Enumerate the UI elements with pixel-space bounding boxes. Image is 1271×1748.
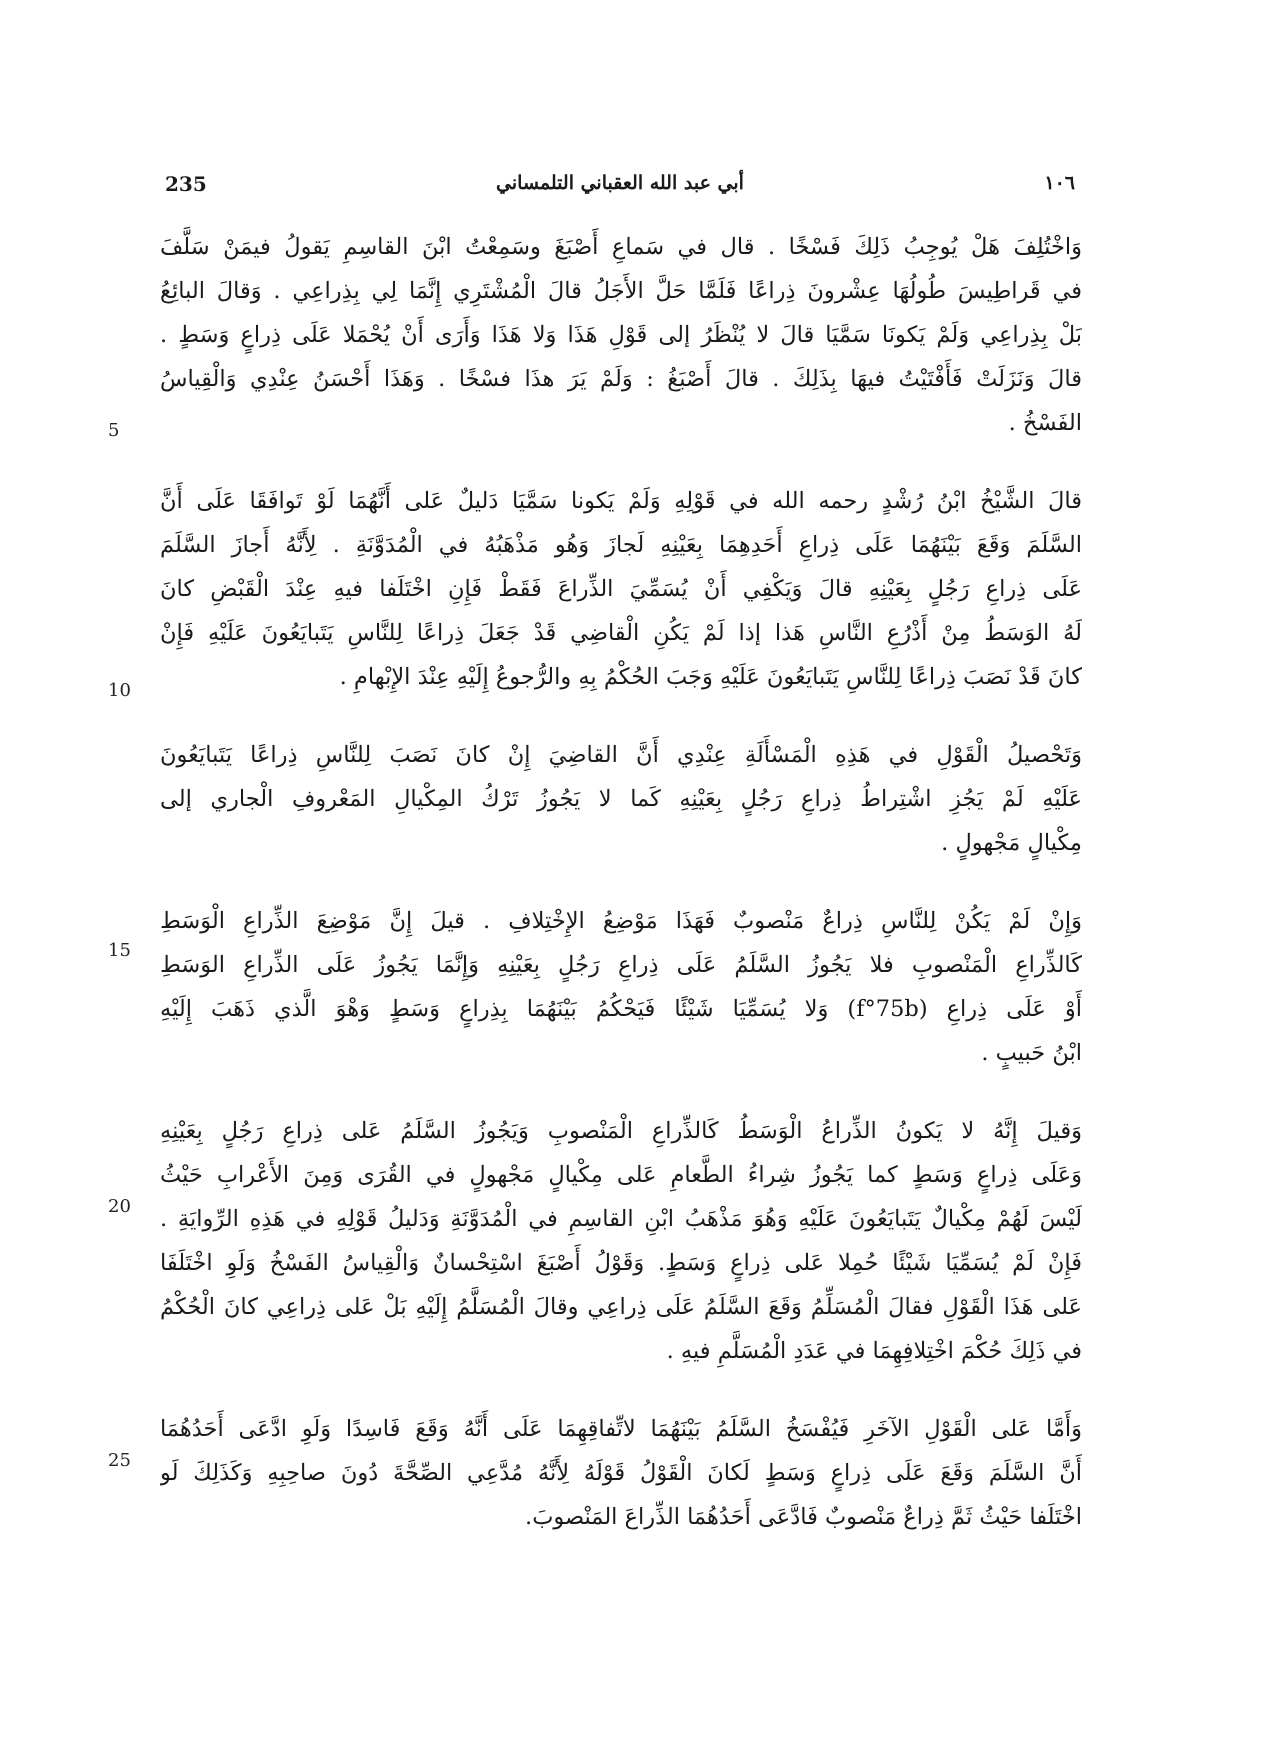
text-line: أَنَّ السَّلَمَ وَقَعَ عَلَى ذِراعٍ وَسَطٍ لَكانَ الْقَوْلُ قَوْلَهُ لِأَنَّهُ مُدَّعِي الصِّحَّةَ دُونَ صاحِبِهِ وَكَذَلِكَ لَو <box>160 1460 1082 1486</box>
text-line: فَإِنْ لَمْ يُسَمِّيَا شَيْئًا حُمِلا عَلى ذِراعٍ وَسَطٍ. وَقَوْلُ أَصْبَغَ اسْتِحْسانٌ وَالْقِياسُ الفَسْخُ وَلَوِ اخْتَلَفَا <box>160 1250 1082 1276</box>
line-number-25: 25 <box>108 1450 131 1471</box>
paragraph-6 <box>160 1407 1082 1539</box>
line-number-5: 5 <box>108 420 120 441</box>
text-line: الفَسْخُ . <box>1008 410 1082 436</box>
paragraph-1 <box>160 225 1082 445</box>
text-line: وَاخْتُلِفَ هَلْ يُوجِبُ ذَلِكَ فَسْخًا . قال في سَماعِ أَصْبَغَ وسَمِعْتُ ابْنَ القاسِمِ يَقولُ فيمَنْ سَلَّفَ <box>160 234 1082 260</box>
text-line: لَهُ الوَسَطُ مِنْ أَذْرُعِ النَّاسِ هَذا إذا لَمْ يَكُنِ الْقاضِي قَدْ جَعَلَ ذِراعًا لِلنَّاسِ يَتَبايَعُونَ عَلَيْهِ فَإِنْ <box>160 620 1082 646</box>
main-text <box>160 225 1082 1539</box>
page-header <box>165 172 1075 206</box>
text-line: عَلَى ذِراعِ رَجُلٍ بِعَيْنِهِ قالَ وَيَكْفِي أَنْ يُسَمِّيَ الذِّراعَ فَقَطْ فَإِنِ اخْتَلَفا فيهِ عِنْدَ الْقَبْضِ كانَ <box>160 576 1082 602</box>
text-line: عَلى هَذَا الْقَوْلِ فقالَ الْمُسَلِّمُ وَقَعَ السَّلَمُ عَلَى ذِراعِي وقالَ الْمُسَلَّمُ إِلَيْهِ بَلْ عَلى ذِراعِي كانَ الْحُكْمُ <box>160 1294 1082 1320</box>
text-line: وَعَلَى ذِراعٍ وَسَطٍ كما يَجُوزُ شِراءُ الطَّعامِ عَلى مِكْيالٍ مَجْهولٍ في القُرَى وَمِنَ الأَعْرابِ حَيْثُ <box>160 1162 1082 1188</box>
page-number: 235 <box>165 172 207 196</box>
text-line: في ذَلِكَ حُكْمَ اخْتِلافِهِمَا في عَدَدِ الْمُسَلَّمِ فيهِ . <box>666 1338 1082 1364</box>
line-number-15: 15 <box>108 940 131 961</box>
paragraph-3 <box>160 733 1082 865</box>
paragraph-2 <box>160 479 1082 699</box>
line-number-20: 20 <box>108 1196 131 1217</box>
text-line: وَإِنْ لَمْ يَكُنْ لِلنَّاسِ ذِراعٌ مَنْصوبٌ فَهَذَا مَوْضِعُ الإِخْتِلافِ . قيلَ إِنَّ مَوْضِعَ الذِّراعِ الْوَسَطِ <box>160 908 1082 934</box>
line-number-10: 10 <box>108 680 131 701</box>
text-line: اخْتَلَفا حَيْثُ ثَمَّ ذِراعٌ مَنْصوبٌ فَادَّعَى أَحَدُهُمَا الذِّراعَ المَنْصوبَ. <box>525 1504 1082 1530</box>
text-line: السَّلَمَ وَقَعَ بَيْنَهُمَا عَلَى ذِراعِ أَحَدِهِمَا بِعَيْنِهِ لَجازَ وَهُو مَذْهَبُهُ في الْمُدَوَّنَةِ . لِأَنَّهُ أَجازَ السَّلَمَ <box>160 532 1082 558</box>
text-line: وَقيلَ إِنَّهُ لا يَكونُ الذِّراعُ الْوَسَطُ كَالذِّراعِ الْمَنْصوبِ وَيَجُوزُ السَّلَمُ عَلى ذِراعِ رَجُلٍ بِعَيْنِهِ <box>160 1118 1082 1144</box>
text-line: لَيْسَ لَهُمْ مِكْيالٌ يَتَبايَعُونَ عَلَيْهِ وَهُوَ مَذْهَبُ ابْنِ القاسِمِ في الْمُدَوَّنَةِ وَدَليلُ قَوْلِهِ في هَذِهِ الرِّوايَةِ . <box>160 1206 1082 1232</box>
text-line: مِكْيالٍ مَجْهولٍ . <box>941 830 1082 856</box>
running-title: أبي عبد الله العقباني التلمساني <box>496 172 744 194</box>
folio-number: ١٠٦ <box>1044 172 1075 194</box>
text-line: بَلْ بِذِراعِي وَلَمْ يَكونَا سَمَّيَا قالَ لا يُنْظَرُ إلى قَوْلِ هَذَا وَلا هَذَا وَأَرَى أَنْ يُحْمَلا عَلَى ذِراعٍ وَسَطٍ . <box>160 322 1082 348</box>
text-line: وَأَمَّا عَلى الْقَوْلِ الآخَرِ فَيُفْسَخُ السَّلَمُ بَيْنَهُمَا لاتِّفاقِهِمَا عَلَى أَنَّهُ وَقَعَ فَاسِدًا وَلَوِ ادَّعَى أَحَدُهُمَا <box>160 1416 1082 1442</box>
text-line: عَلَيْهِ لَمْ يَجُزِ اشْتِراطُ ذِراعِ رَجُلٍ بِعَيْنِهِ كَما لا يَجُوزُ تَرْكُ المِكْيالِ المَعْروفِ الْجاري إلى <box>160 786 1082 812</box>
text-line: كَالذِّراعِ الْمَنْصوبِ فلا يَجُوزُ السَّلَمُ عَلَى ذِراعِ رَجُلٍ بِعَيْنِهِ وَإِنَّمَا يَجُوزُ عَلَى الذِّراعِ الوَسَطِ <box>160 952 1082 978</box>
text-line: قالَ الشَّيْخُ ابْنُ رُشْدٍ رحمه الله في قَوْلِهِ وَلَمْ يَكونا سَمَّيَا دَليلٌ عَلى أَنَّهُمَا لَوْ تَوافَقَا عَلَى أَنَّ <box>160 488 1082 514</box>
text-line: وَتَحْصيلُ الْقَوْلِ في هَذِهِ الْمَسْأَلَةِ عِنْدِي أَنَّ القاضِيَ إِنْ كانَ نَصَبَ لِلنَّاسِ ذِراعًا يَتَبايَعُونَ <box>160 742 1082 768</box>
paragraph-4 <box>160 899 1082 1075</box>
text-line: أَوْ عَلَى ذِراعِ (f°75b) وَلا يُسَمِّيَا شَيْئًا فَيَحْكُمُ بَيْنَهُمَا بِذِراعٍ وَسَطٍ وَهْوَ الَّذي ذَهَبَ إِلَيْهِ <box>160 996 1082 1022</box>
text-line: في قَراطِيسَ طُولُهَا عِشْرونَ ذِراعًا فَلَمَّا حَلَّ الأَجَلُ قالَ الْمُشْتَرِي إِنَّمَا لِي بِذِراعِي . وَقالَ البائِعُ <box>160 278 1082 304</box>
paragraph-5 <box>160 1109 1082 1373</box>
text-line: قالَ وَنَزَلَتْ فَأَفْتَيْتُ فيهَا بِذَلِكَ . قالَ أَصْبَغُ : وَلَمْ يَرَ هذَا فسْخًا . وَهَذَا أَحْسَنُ عِنْدِي وَالْقِياسُ <box>160 366 1082 392</box>
text-line: كانَ قَدْ نَصَبَ ذِراعًا لِلنَّاسِ يَتَبايَعُونَ عَلَيْهِ وَجَبَ الحُكْمُ بِهِ والرُّجوعُ إِلَيْهِ عِنْدَ الإِبْهامِ . <box>339 664 1082 690</box>
text-line: ابْنُ حَبيبٍ . <box>981 1040 1082 1066</box>
